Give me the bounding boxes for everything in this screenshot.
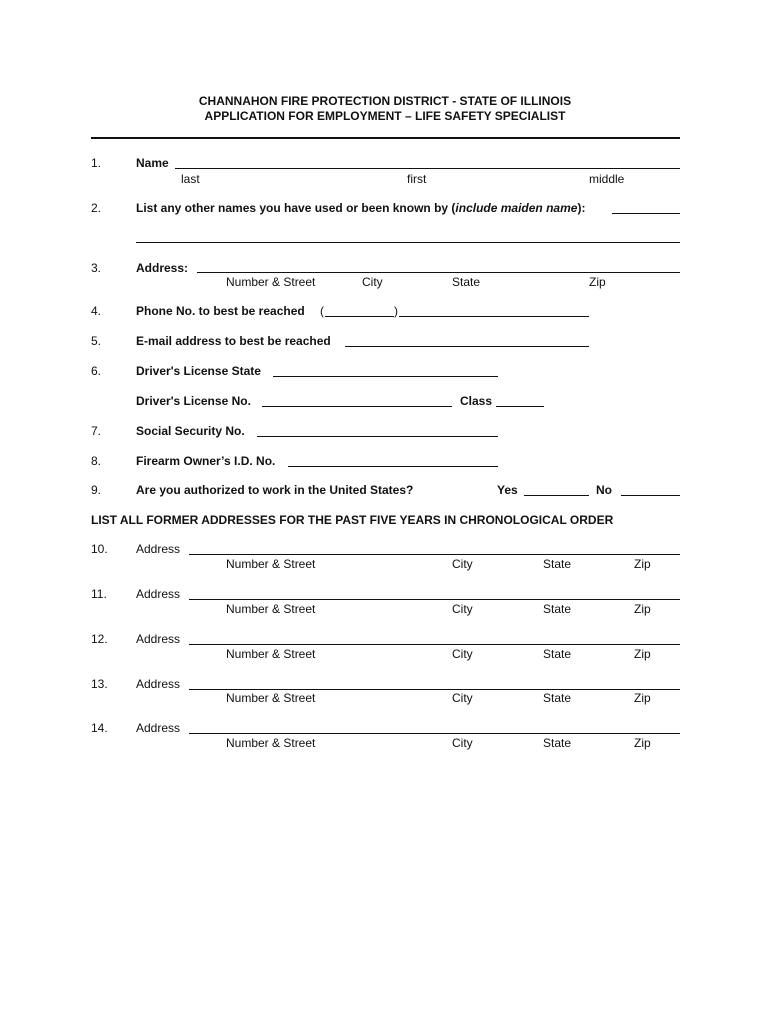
address-row-sub-street: Number & Street: [226, 557, 316, 571]
q8-label: Firearm Owner’s I.D. No.: [136, 454, 276, 468]
q1-label: Name: [136, 156, 169, 170]
address-row-number: 13.: [91, 677, 108, 691]
q7-label: Social Security No.: [136, 424, 245, 438]
work-auth-yes-label: Yes: [497, 483, 518, 497]
q4-label: Phone No. to best be reached: [136, 304, 305, 318]
address-row-sub-street: Number & Street: [226, 736, 316, 750]
address-sub-street: Number & Street: [226, 275, 316, 289]
q1-number: 1.: [91, 156, 102, 170]
q7-number: 7.: [91, 424, 102, 438]
address-row-label: Address: [136, 542, 181, 556]
license-class-label: Class: [460, 394, 493, 408]
address-row-label: Address: [136, 721, 181, 735]
name-sub-last: last: [181, 172, 200, 186]
address-row-sub-city: City: [452, 647, 473, 661]
address-row-sub-city: City: [452, 557, 473, 571]
q6-license-no-label: Driver's License No.: [136, 394, 251, 408]
address-row-sub-city: City: [452, 602, 473, 616]
email-input[interactable]: [345, 334, 589, 347]
former-address-input[interactable]: [189, 542, 680, 555]
address-row-label: Address: [136, 677, 181, 691]
q5-number: 5.: [91, 334, 102, 348]
address-row-number: 12.: [91, 632, 108, 646]
form-title-line-2: APPLICATION FOR EMPLOYMENT – LIFE SAFETY SPECIALIST: [204, 109, 566, 123]
phone-paren-open: (: [320, 304, 324, 318]
work-auth-no-input[interactable]: [621, 483, 680, 496]
q6-number: 6.: [91, 364, 102, 378]
other-names-input[interactable]: [612, 201, 680, 214]
q4-number: 4.: [91, 304, 102, 318]
address-row-label: Address: [136, 587, 181, 601]
foid-input[interactable]: [288, 454, 498, 467]
name-sub-first: first: [407, 172, 427, 186]
address-sub-state: State: [452, 275, 481, 289]
address-row-number: 10.: [91, 542, 108, 556]
q2-number: 2.: [91, 201, 102, 215]
q9-label: Are you authorized to work in the United States?: [136, 483, 414, 497]
phone-area-code-input[interactable]: [325, 304, 394, 317]
former-address-input[interactable]: [189, 587, 680, 600]
work-auth-yes-input[interactable]: [524, 483, 589, 496]
address-row-sub-state: State: [543, 557, 572, 571]
address-row-number: 11.: [91, 587, 107, 601]
other-names-input-line-2[interactable]: [136, 230, 680, 243]
address-row-sub-state: State: [543, 736, 572, 750]
address-row-sub-zip: Zip: [634, 557, 651, 571]
former-address-input[interactable]: [189, 677, 680, 690]
address-row-sub-street: Number & Street: [226, 647, 316, 661]
address-row-sub-state: State: [543, 691, 572, 705]
address-row-sub-zip: Zip: [634, 602, 651, 616]
q8-number: 8.: [91, 454, 102, 468]
q9-number: 9.: [91, 483, 102, 497]
address-row-label: Address: [136, 632, 181, 646]
name-input[interactable]: [175, 156, 680, 169]
name-sub-middle: middle: [589, 172, 625, 186]
former-addresses-heading: LIST ALL FORMER ADDRESSES FOR THE PAST FIVE YEARS IN CHRONOLOGICAL ORDER: [91, 513, 614, 527]
former-address-input[interactable]: [189, 721, 680, 734]
phone-paren-close: ): [394, 304, 398, 318]
address-row-sub-zip: Zip: [634, 691, 651, 705]
license-class-input[interactable]: [496, 394, 544, 407]
address-row-sub-city: City: [452, 691, 473, 705]
q2-label: List any other names you have used or been known by (include maiden name):: [136, 201, 586, 215]
address-row-sub-street: Number & Street: [226, 691, 316, 705]
address-sub-zip: Zip: [589, 275, 606, 289]
q6-label: Driver's License State: [136, 364, 261, 378]
drivers-license-number-input[interactable]: [262, 394, 452, 407]
current-address-input[interactable]: [197, 260, 680, 273]
form-title-line-1: CHANNAHON FIRE PROTECTION DISTRICT - STATE OF ILLINOIS: [198, 94, 572, 108]
q5-label: E-mail address to best be reached: [136, 334, 331, 348]
phone-number-input[interactable]: [399, 304, 589, 317]
work-auth-no-label: No: [596, 483, 612, 497]
q3-label: Address:: [136, 261, 189, 275]
address-row-number: 14.: [91, 721, 108, 735]
former-address-input[interactable]: [189, 632, 680, 645]
address-row-sub-city: City: [452, 736, 473, 750]
header-divider: [91, 137, 680, 139]
ssn-input[interactable]: [257, 424, 498, 437]
address-row-sub-state: State: [543, 602, 572, 616]
address-row-sub-state: State: [543, 647, 572, 661]
address-row-sub-street: Number & Street: [226, 602, 316, 616]
q3-number: 3.: [91, 261, 102, 275]
address-row-sub-zip: Zip: [634, 647, 651, 661]
drivers-license-state-input[interactable]: [273, 364, 498, 377]
address-row-sub-zip: Zip: [634, 736, 651, 750]
address-sub-city: City: [362, 275, 383, 289]
